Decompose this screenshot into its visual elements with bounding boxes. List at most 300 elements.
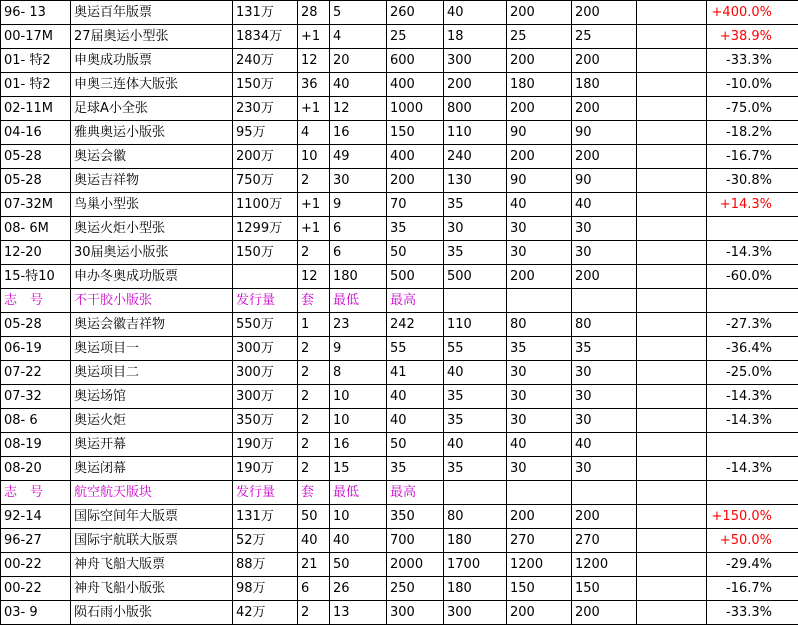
high-price: 600	[387, 49, 444, 73]
table-row	[1, 409, 798, 433]
price-col8: 35	[507, 337, 572, 361]
header-blank-col	[637, 481, 707, 505]
set-count: 2	[298, 241, 330, 265]
price-col8: 30	[507, 457, 572, 481]
set-count: 28	[298, 1, 330, 25]
high-price: 50	[387, 241, 444, 265]
stamp-number: 96-27	[1, 529, 71, 553]
section-header-row	[1, 289, 798, 313]
low-price: 4	[330, 25, 387, 49]
set-count: +1	[298, 25, 330, 49]
high-price: 40	[387, 409, 444, 433]
price-col8: 40	[507, 193, 572, 217]
change-percent: -10.0%	[707, 73, 798, 97]
price-col7: 1700	[444, 553, 507, 577]
low-price: 40	[330, 529, 387, 553]
stamp-number: 01- 特2	[1, 49, 71, 73]
price-col9: 200	[572, 1, 637, 25]
price-col8: 200	[507, 265, 572, 289]
table-row	[1, 241, 798, 265]
low-price: 16	[330, 121, 387, 145]
blank-col	[637, 361, 707, 385]
issue-quantity: 200万	[233, 145, 298, 169]
price-col8: 200	[507, 49, 572, 73]
high-price: 242	[387, 313, 444, 337]
high-price: 2000	[387, 553, 444, 577]
price-col7: 35	[444, 193, 507, 217]
issue-quantity: 131万	[233, 505, 298, 529]
issue-quantity: 190万	[233, 433, 298, 457]
price-col8: 200	[507, 97, 572, 121]
stamp-name: 27届奥运小型张	[71, 25, 233, 49]
blank-col	[637, 97, 707, 121]
stamp-number: 08-19	[1, 433, 71, 457]
header-low-price: 最低	[330, 289, 387, 313]
price-col9: 30	[572, 241, 637, 265]
price-col7: 300	[444, 601, 507, 625]
issue-quantity: 750万	[233, 169, 298, 193]
table-row	[1, 529, 798, 553]
price-col9: 200	[572, 145, 637, 169]
change-percent: -16.7%	[707, 145, 798, 169]
table-row	[1, 169, 798, 193]
high-price: 55	[387, 337, 444, 361]
price-col8: 25	[507, 25, 572, 49]
stamp-number: 08- 6M	[1, 217, 71, 241]
issue-quantity: 300万	[233, 385, 298, 409]
stamp-name: 奥运火炬	[71, 409, 233, 433]
blank-col	[637, 73, 707, 97]
price-col7: 35	[444, 241, 507, 265]
header-issue-quantity: 发行量	[233, 481, 298, 505]
price-col8: 90	[507, 121, 572, 145]
high-price: 400	[387, 145, 444, 169]
blank-col	[637, 457, 707, 481]
set-count: 10	[298, 145, 330, 169]
low-price: 8	[330, 361, 387, 385]
blank-col	[637, 169, 707, 193]
price-col8: 270	[507, 529, 572, 553]
stamp-number: 08- 6	[1, 409, 71, 433]
change-percent: -75.0%	[707, 97, 798, 121]
price-col7: 55	[444, 337, 507, 361]
stamp-name: 鸟巢小型张	[71, 193, 233, 217]
high-price: 150	[387, 121, 444, 145]
issue-quantity: 131万	[233, 1, 298, 25]
high-price: 350	[387, 505, 444, 529]
stamp-number: 02-11M	[1, 97, 71, 121]
low-price: 9	[330, 337, 387, 361]
price-col7: 35	[444, 385, 507, 409]
stamp-number: 08-20	[1, 457, 71, 481]
price-col9: 1200	[572, 553, 637, 577]
price-col7: 500	[444, 265, 507, 289]
price-col8: 200	[507, 505, 572, 529]
price-col9: 150	[572, 577, 637, 601]
stamp-name: 奥运会徽吉祥物	[71, 313, 233, 337]
low-price: 10	[330, 505, 387, 529]
stamp-name: 奥运会徽	[71, 145, 233, 169]
stamp-number: 00-17M	[1, 25, 71, 49]
header-change-percent	[707, 481, 798, 505]
stamp-name: 足球A小全张	[71, 97, 233, 121]
price-col7: 40	[444, 361, 507, 385]
change-percent: +14.3%	[707, 193, 798, 217]
low-price: 40	[330, 73, 387, 97]
header-stamp-number: 志 号	[1, 481, 71, 505]
price-col9: 30	[572, 361, 637, 385]
set-count: 2	[298, 361, 330, 385]
set-count: 4	[298, 121, 330, 145]
stamp-name: 陨石雨小版张	[71, 601, 233, 625]
set-count: +1	[298, 217, 330, 241]
header-set-count: 套	[298, 289, 330, 313]
table-row	[1, 361, 798, 385]
header-high-price: 最高	[387, 481, 444, 505]
stamp-number: 06-19	[1, 337, 71, 361]
set-count: 2	[298, 169, 330, 193]
price-col7: 40	[444, 1, 507, 25]
table-row	[1, 73, 798, 97]
header-stamp-name: 航空航天版块	[71, 481, 233, 505]
issue-quantity: 240万	[233, 49, 298, 73]
stamp-name: 30届奥运小版张	[71, 241, 233, 265]
stamp-name: 神舟飞船大版票	[71, 553, 233, 577]
price-col7: 180	[444, 529, 507, 553]
stamp-number: 92-14	[1, 505, 71, 529]
stamp-name: 申奥成功版票	[71, 49, 233, 73]
low-price: 20	[330, 49, 387, 73]
stamp-name: 奥运闭幕	[71, 457, 233, 481]
stamp-name: 国际空间年大版票	[71, 505, 233, 529]
low-price: 16	[330, 433, 387, 457]
header-stamp-name: 不干胶小版张	[71, 289, 233, 313]
high-price: 200	[387, 169, 444, 193]
issue-quantity: 88万	[233, 553, 298, 577]
price-col8: 30	[507, 409, 572, 433]
issue-quantity: 300万	[233, 337, 298, 361]
set-count: 1	[298, 313, 330, 337]
price-col8: 40	[507, 433, 572, 457]
low-price: 10	[330, 409, 387, 433]
price-col9: 25	[572, 25, 637, 49]
price-col7: 110	[444, 313, 507, 337]
stamp-name: 奥运场馆	[71, 385, 233, 409]
price-col9: 180	[572, 73, 637, 97]
table-row	[1, 193, 798, 217]
issue-quantity: 98万	[233, 577, 298, 601]
high-price: 50	[387, 433, 444, 457]
price-col7: 35	[444, 457, 507, 481]
blank-col	[637, 601, 707, 625]
low-price: 9	[330, 193, 387, 217]
change-percent: -27.3%	[707, 313, 798, 337]
price-col8: 200	[507, 601, 572, 625]
blank-col	[637, 121, 707, 145]
blank-col	[637, 1, 707, 25]
price-col9: 30	[572, 457, 637, 481]
stamp-number: 03- 9	[1, 601, 71, 625]
stamp-name: 申办冬奥成功版票	[71, 265, 233, 289]
header-price-col8	[507, 481, 572, 505]
set-count: 2	[298, 385, 330, 409]
price-col7: 35	[444, 409, 507, 433]
stamp-number: 05-28	[1, 313, 71, 337]
change-percent: +400.0%	[707, 1, 798, 25]
low-price: 12	[330, 97, 387, 121]
low-price: 10	[330, 385, 387, 409]
low-price: 23	[330, 313, 387, 337]
price-col9: 90	[572, 121, 637, 145]
low-price: 5	[330, 1, 387, 25]
stamp-number: 07-32	[1, 385, 71, 409]
price-col7: 18	[444, 25, 507, 49]
set-count: +1	[298, 193, 330, 217]
issue-quantity: 300万	[233, 361, 298, 385]
table-row	[1, 145, 798, 169]
table-row	[1, 337, 798, 361]
set-count: +1	[298, 97, 330, 121]
blank-col	[637, 433, 707, 457]
price-col7: 30	[444, 217, 507, 241]
price-col9: 40	[572, 193, 637, 217]
change-percent: -16.7%	[707, 577, 798, 601]
high-price: 25	[387, 25, 444, 49]
stamp-name: 奥运项目二	[71, 361, 233, 385]
price-col8: 180	[507, 73, 572, 97]
high-price: 260	[387, 1, 444, 25]
price-col9: 200	[572, 505, 637, 529]
change-percent: +150.0%	[707, 505, 798, 529]
price-col8: 80	[507, 313, 572, 337]
change-percent: +50.0%	[707, 529, 798, 553]
set-count: 2	[298, 601, 330, 625]
table-row	[1, 265, 798, 289]
stamp-name: 奥运开幕	[71, 433, 233, 457]
low-price: 49	[330, 145, 387, 169]
header-issue-quantity: 发行量	[233, 289, 298, 313]
high-price: 41	[387, 361, 444, 385]
price-col9: 30	[572, 409, 637, 433]
issue-quantity: 190万	[233, 457, 298, 481]
table-row	[1, 25, 798, 49]
price-col9: 40	[572, 433, 637, 457]
issue-quantity: 1100万	[233, 193, 298, 217]
change-percent: -36.4%	[707, 337, 798, 361]
set-count: 12	[298, 49, 330, 73]
change-percent: +38.9%	[707, 25, 798, 49]
price-col8: 30	[507, 217, 572, 241]
set-count: 21	[298, 553, 330, 577]
issue-quantity: 1299万	[233, 217, 298, 241]
low-price: 13	[330, 601, 387, 625]
stamp-number: 01- 特2	[1, 73, 71, 97]
stamp-name: 奥运火炬小型张	[71, 217, 233, 241]
issue-quantity: 150万	[233, 241, 298, 265]
stamp-number: 05-28	[1, 145, 71, 169]
set-count: 12	[298, 265, 330, 289]
blank-col	[637, 313, 707, 337]
table-row	[1, 121, 798, 145]
blank-col	[637, 385, 707, 409]
header-price-col9	[572, 289, 637, 313]
change-percent: -14.3%	[707, 457, 798, 481]
high-price: 70	[387, 193, 444, 217]
stamp-name: 奥运吉祥物	[71, 169, 233, 193]
low-price: 180	[330, 265, 387, 289]
price-col8: 30	[507, 385, 572, 409]
price-col7: 80	[444, 505, 507, 529]
price-col9: 80	[572, 313, 637, 337]
blank-col	[637, 577, 707, 601]
header-blank-col	[637, 289, 707, 313]
blank-col	[637, 25, 707, 49]
price-col7: 200	[444, 73, 507, 97]
high-price: 40	[387, 385, 444, 409]
price-col8: 30	[507, 361, 572, 385]
header-price-col7	[444, 289, 507, 313]
stamp-name: 申奥三连体大版张	[71, 73, 233, 97]
blank-col	[637, 337, 707, 361]
blank-col	[637, 49, 707, 73]
stamp-number: 12-20	[1, 241, 71, 265]
issue-quantity: 42万	[233, 601, 298, 625]
price-col9: 35	[572, 337, 637, 361]
blank-col	[637, 265, 707, 289]
price-col8: 1200	[507, 553, 572, 577]
stamp-name: 奥运项目一	[71, 337, 233, 361]
stamp-number: 96- 13	[1, 1, 71, 25]
blank-col	[637, 193, 707, 217]
high-price: 300	[387, 601, 444, 625]
price-col8: 200	[507, 145, 572, 169]
change-percent: -30.8%	[707, 169, 798, 193]
stamp-number: 15-特10	[1, 265, 71, 289]
change-percent: -14.3%	[707, 409, 798, 433]
high-price: 250	[387, 577, 444, 601]
price-col7: 240	[444, 145, 507, 169]
issue-quantity: 150万	[233, 73, 298, 97]
blank-col	[637, 553, 707, 577]
set-count: 36	[298, 73, 330, 97]
change-percent: -29.4%	[707, 553, 798, 577]
price-col7: 300	[444, 49, 507, 73]
price-col7: 130	[444, 169, 507, 193]
low-price: 15	[330, 457, 387, 481]
issue-quantity	[233, 265, 298, 289]
blank-col	[637, 217, 707, 241]
blank-col	[637, 409, 707, 433]
table-row	[1, 385, 798, 409]
price-col9: 200	[572, 601, 637, 625]
table-row	[1, 433, 798, 457]
high-price: 1000	[387, 97, 444, 121]
price-col9: 30	[572, 217, 637, 241]
header-high-price: 最高	[387, 289, 444, 313]
blank-col	[637, 529, 707, 553]
price-col9: 200	[572, 97, 637, 121]
price-col9: 90	[572, 169, 637, 193]
table-row	[1, 505, 798, 529]
header-change-percent	[707, 289, 798, 313]
price-col7: 110	[444, 121, 507, 145]
price-col8: 30	[507, 241, 572, 265]
table-row	[1, 313, 798, 337]
stamp-name: 国际宇航联大版票	[71, 529, 233, 553]
high-price: 35	[387, 217, 444, 241]
blank-col	[637, 505, 707, 529]
change-percent: -33.3%	[707, 601, 798, 625]
header-price-col8	[507, 289, 572, 313]
set-count: 50	[298, 505, 330, 529]
header-low-price: 最低	[330, 481, 387, 505]
set-count: 2	[298, 457, 330, 481]
low-price: 30	[330, 169, 387, 193]
table-row	[1, 97, 798, 121]
price-col7: 40	[444, 433, 507, 457]
issue-quantity: 1834万	[233, 25, 298, 49]
change-percent: -14.3%	[707, 385, 798, 409]
stamp-number: 00-22	[1, 553, 71, 577]
change-percent: -14.3%	[707, 241, 798, 265]
low-price: 50	[330, 553, 387, 577]
low-price: 6	[330, 217, 387, 241]
high-price: 700	[387, 529, 444, 553]
header-set-count: 套	[298, 481, 330, 505]
blank-col	[637, 241, 707, 265]
change-percent: -25.0%	[707, 361, 798, 385]
change-percent: -60.0%	[707, 265, 798, 289]
price-col8: 90	[507, 169, 572, 193]
table-row	[1, 601, 798, 625]
high-price: 35	[387, 457, 444, 481]
high-price: 400	[387, 73, 444, 97]
table-row	[1, 577, 798, 601]
price-col7: 180	[444, 577, 507, 601]
price-col7: 800	[444, 97, 507, 121]
table-row	[1, 553, 798, 577]
issue-quantity: 52万	[233, 529, 298, 553]
section-header-row	[1, 481, 798, 505]
price-col9: 270	[572, 529, 637, 553]
issue-quantity: 350万	[233, 409, 298, 433]
issue-quantity: 550万	[233, 313, 298, 337]
issue-quantity: 230万	[233, 97, 298, 121]
set-count: 6	[298, 577, 330, 601]
price-col9: 200	[572, 265, 637, 289]
stamp-name: 奥运百年版票	[71, 1, 233, 25]
set-count: 40	[298, 529, 330, 553]
header-stamp-number: 志 号	[1, 289, 71, 313]
table-row	[1, 49, 798, 73]
low-price: 6	[330, 241, 387, 265]
price-col9: 30	[572, 385, 637, 409]
set-count: 2	[298, 409, 330, 433]
low-price: 26	[330, 577, 387, 601]
stamp-number: 07-32M	[1, 193, 71, 217]
set-count: 2	[298, 433, 330, 457]
set-count: 2	[298, 337, 330, 361]
table-row	[1, 217, 798, 241]
change-percent: -33.3%	[707, 49, 798, 73]
stamp-number: 04-16	[1, 121, 71, 145]
header-price-col7	[444, 481, 507, 505]
header-price-col9	[572, 481, 637, 505]
issue-quantity: 95万	[233, 121, 298, 145]
change-percent	[707, 433, 798, 457]
blank-col	[637, 145, 707, 169]
stamp-name: 神舟飞船小版张	[71, 577, 233, 601]
